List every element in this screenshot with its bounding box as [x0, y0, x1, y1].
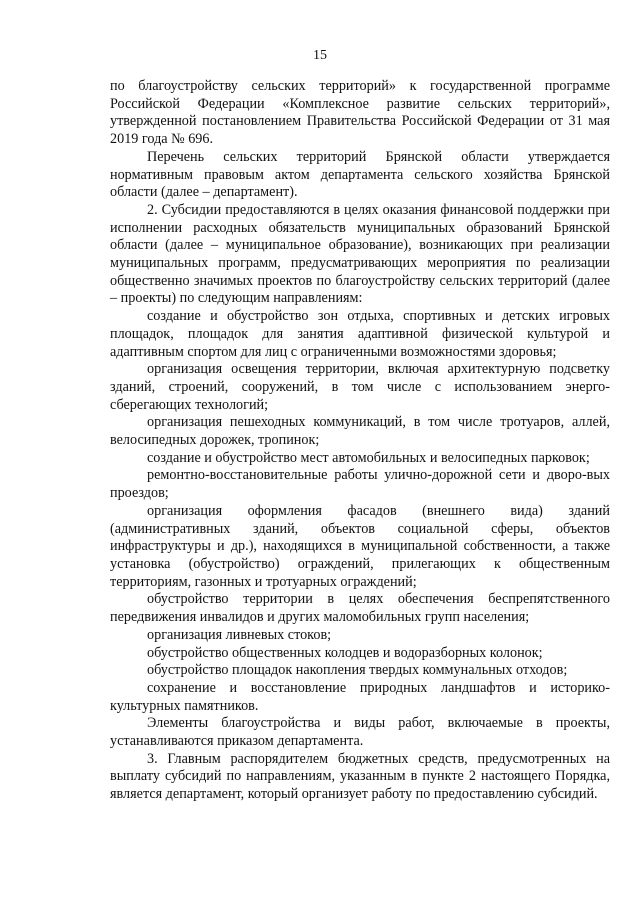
list-item: обустройство площадок накопления твердых коммунальных отходов; — [147, 662, 568, 679]
list-item: организация оформления фасадов (внешнего вида) зданий (административных зданий, объектов социальной сферы, объектов инфраструктуры и др.), находящихся в муниципальной собственности, а также установка (обустройство) ограждений, прилегающих к общественным территориям, газонных и тротуарных ограждений; — [110, 502, 610, 590]
paragraph: 2. Субсидии предоставляются в целях оказания финансовой поддержки при исполнении расходных обязательств муниципальных образований Брянской области (далее – муниципальное образование), возникающих при реализации муниципальных программ, предусматривающих мероприятия по реализации общественно значимых проектов по благоустройству сельских территорий (далее – проекты) по следующим направлениям: — [110, 201, 610, 307]
paragraph: Перечень сельских территорий Брянской области утверждается нормативным правовым актом департамента сельского хозяйства Брянской области (далее – департамент). — [110, 148, 610, 201]
list-item: сохранение и восстановление природных ландшафтов и историко-культурных памятников. — [110, 679, 610, 714]
list-item: организация ливневых стоков; — [147, 626, 332, 643]
paragraph: Элементы благоустройства и виды работ, включаемые в проекты, устанавливаются приказом департамента. — [110, 715, 610, 750]
list-item: организация освещения территории, включая архитектурную подсветку зданий, строений, сооружений, в том числе с использованием энерго-сберегающих технологий; — [110, 361, 610, 413]
page-number: 15 — [313, 48, 327, 63]
document-body — [110, 78, 610, 804]
list-item: создание и обустройство зон отдыха, спортивных и детских игровых площадок, площадок для занятия адаптивной физической культурой и адаптивным спортом для лиц с ограниченными возможностями здоровья; — [110, 308, 610, 360]
list-item: ремонтно-восстановительные работы улично-дорожной сети и дворо-вых проездов; — [110, 467, 610, 502]
list-item: организация пешеходных коммуникаций, в том числе тротуаров, аллей, велосипедных дорожек, тропинок; — [110, 414, 610, 449]
list-item: обустройство территории в целях обеспечения беспрепятственного передвижения инвалидов и других маломобильных групп населения; — [110, 591, 610, 626]
paragraph: по благоустройству сельских территорий» к государственной программе Российской Федерации «Комплексное развитие сельских территорий», утвержденной постановлением Правительства Российской Федерации от 31 мая 2019 года № 696. — [110, 78, 610, 148]
list-item: создание и обустройство мест автомобильных и велосипедных парковок; — [147, 449, 590, 466]
paragraph: 3. Главным распорядителем бюджетных средств, предусмотренных на выплату субсидий по направлениям, указанным в пункте 2 настоящего Порядка, является департамент, который организует работу по предоставлению субсидий. — [110, 750, 610, 803]
list-item: обустройство общественных колодцев и водоразборных колонок; — [147, 644, 543, 661]
